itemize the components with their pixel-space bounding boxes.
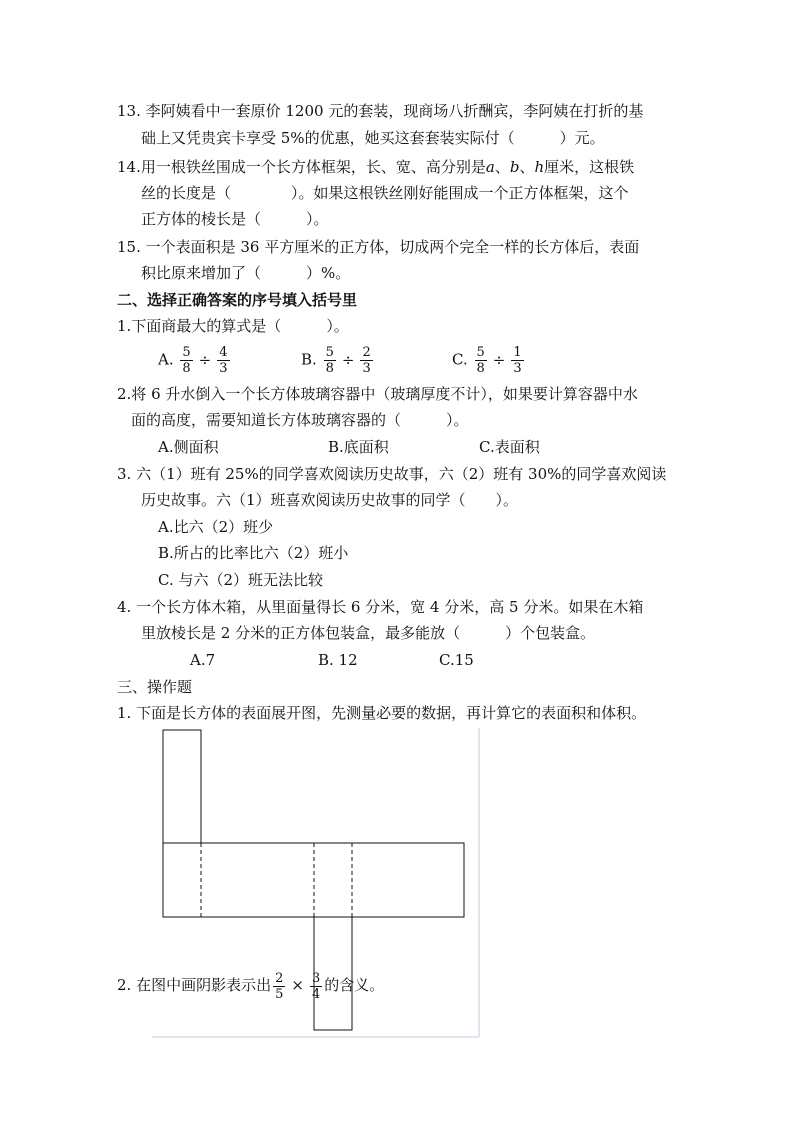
fraction [310, 971, 322, 1002]
denominator: 3 [362, 361, 371, 376]
section-3-title: 三、操作题 [117, 678, 193, 696]
op2-text [117, 968, 384, 1002]
sep-2: 、 [519, 158, 535, 176]
net-top-face [163, 730, 201, 843]
mc3-line-2: 历史故事。六（1）班喜欢阅读历史故事的同学（ ）。 [141, 491, 519, 509]
denominator: 8 [182, 361, 191, 376]
mc2-line-2: 面的高度，需要知道长方体玻璃容器的（ ）。 [131, 411, 469, 429]
mc1-option-b-label: B. [301, 350, 317, 369]
divide-operator: ÷ [492, 350, 506, 369]
sep-1: 、 [494, 158, 510, 176]
numerator: 2 [275, 970, 284, 986]
denominator: 4 [311, 986, 321, 1002]
denominator: 5 [275, 986, 284, 1002]
numerator: 2 [362, 345, 371, 360]
denominator: 8 [476, 361, 485, 376]
mc3-option-c: C. 与六（2）班无法比较 [158, 571, 324, 589]
mc1-option-c-label: C. [452, 350, 468, 369]
mc2-line-1: 2.将 6 升水倒入一个长方体玻璃容器中（玻璃厚度不计），如果要计算容器中水 [117, 385, 638, 403]
mc2-option-b: B.底面积 [328, 438, 389, 456]
var-b: b [509, 158, 520, 176]
numerator: 4 [219, 345, 228, 360]
divide-operator: ÷ [198, 350, 212, 369]
mc4-line-2: 里放棱长是 2 分米的正方体包装盒，最多能放（ ）个包装盒。 [141, 624, 596, 642]
q15-line-2: 积比原来增加了（ ）%。 [141, 264, 351, 282]
numerator: 5 [476, 345, 485, 360]
denominator: 3 [219, 361, 228, 376]
mc2-option-c: C.表面积 [479, 438, 540, 456]
q14-line-1-text: 14.用一根铁丝围成一个长方体框架，长、宽、高分别是 [117, 158, 486, 176]
fraction [273, 971, 285, 1002]
mc4-option-c: C.15 [439, 651, 474, 669]
numerator: 1 [513, 345, 522, 360]
op2-suffix: 的含义。 [324, 976, 385, 994]
op2-prefix: 2. 在图中画阴影表示出 [117, 976, 272, 994]
q13-line-2: 础上又凭贵宾卡享受 5%的优惠，她买这套套装实际付（ ）元。 [141, 129, 605, 147]
q14-line-2: 丝的长度是（ ）。如果这根铁丝刚好能围成一个正方体框架，这个 [141, 184, 629, 202]
q15-line-1: 15. 一个表面积是 36 平方厘米的正方体，切成两个完全一样的长方体后，表面 [117, 238, 640, 256]
mc4-option-b: B. 12 [318, 651, 358, 669]
q14-line-3: 正方体的棱长是（ ）。 [141, 210, 329, 228]
mc3-line-1: 3. 六（1）班有 25%的同学喜欢阅读历史故事，六（2）班有 30%的同学喜欢阅读 [117, 465, 667, 483]
mc4-option-a: A.7 [190, 651, 216, 669]
mc3-option-b: B.所占的比率比六（2）班小 [158, 544, 349, 562]
divide-operator: ÷ [341, 350, 355, 369]
numerator: 5 [325, 345, 334, 360]
q13-line-1: 13. 李阿姨看中一套原价 1200 元的套装，现商场八折酬宾，李阿姨在打折的基 [117, 102, 644, 120]
mc3-option-a: A.比六（2）班少 [158, 518, 274, 536]
numerator: 3 [311, 970, 321, 986]
op1-text: 1. 下面是长方体的表面展开图，先测量必要的数据，再计算它的表面积和体积。 [117, 704, 647, 722]
multiply-operator: × [291, 976, 304, 994]
mc1-stem: 1.下面商最大的算式是（ ）。 [117, 317, 349, 335]
numerator: 5 [182, 345, 191, 360]
mc4-line-1: 4. 一个长方体木箱，从里面量得长 6 分米，宽 4 分米，高 5 分米。如果在木箱 [117, 598, 644, 616]
mc1-option-a-label: A. [158, 350, 174, 369]
denominator: 8 [325, 361, 334, 376]
denominator: 3 [513, 361, 522, 376]
var-h: h [534, 158, 545, 176]
q14-line-1-tail: 厘米，这根铁 [544, 158, 635, 176]
section-2-title: 二、选择正确答案的序号填入括号里 [117, 291, 358, 309]
var-a: a [485, 158, 495, 176]
mc2-option-a: A.侧面积 [158, 438, 219, 456]
